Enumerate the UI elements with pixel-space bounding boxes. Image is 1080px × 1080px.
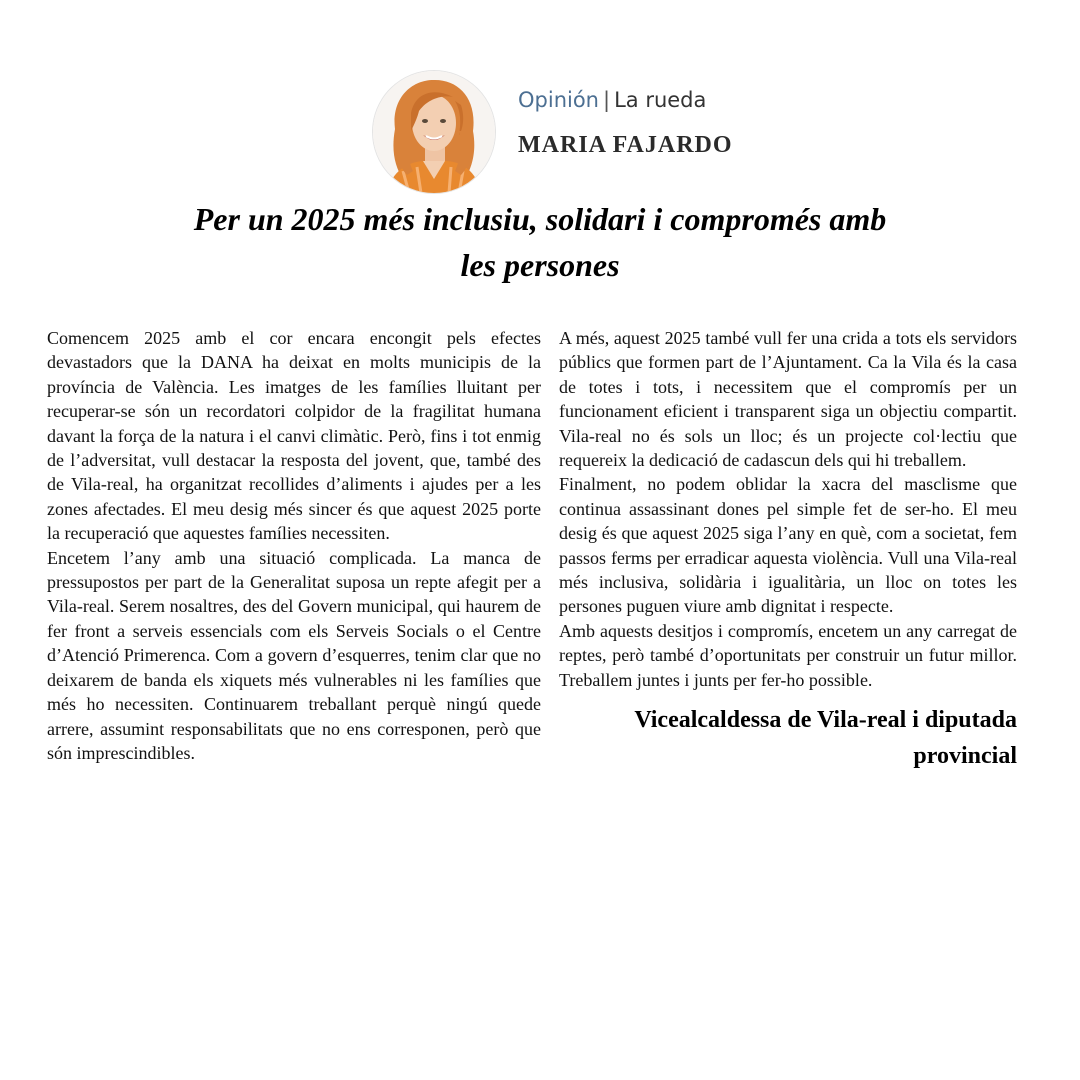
article-column-right <box>559 326 1017 774</box>
column-header <box>372 70 772 195</box>
column-name: La rueda <box>614 88 707 112</box>
author-signature: Vicealcaldessa de Vila-real i diputada provincial <box>634 707 1017 770</box>
article-title: Per un 2025 més inclusiu, solidari i compromés amb les persones <box>193 201 887 283</box>
paragraph: Finalment, no podem oblidar la xacra del masclisme que continua assassinant dones pel simple fet de ser-ho. El meu desig és que aquest 2025 siga l’any en què, com a societat, fem passos ferms per erradicar aquesta violència. Vull una Vila-real més inclusiva, solidària i igualitària, un lloc on totes les persones puguen viure amb dignitat i respecte. <box>559 474 1017 617</box>
article-column-left <box>47 326 541 765</box>
paragraph: A més, aquest 2025 també vull fer una crida a tots els servidors públics que formen part de l’Ajuntament. Ca la Vila és la casa de totes i tots, i necessitem que el compromís per un funcionament eficient i transparent siga un objectiu compartit. Vila-real no és sols un lloc; és un projecte col·lectiu que requereix la dedicació de cadascun dels qui hi treballem. <box>559 328 1017 471</box>
paragraph: Comencem 2025 amb el cor encara encongit pels efectes devastadors que la DANA ha deixat en molts municipis de la província de València. Les imatges de les famílies lluitant per recuperar-se són un recordatori colpidor de la fragilitat humana davant la força de la natura i el canvi climàtic. Però, fins i tot enmig de l’adversitat, vull destacar la resposta del jovent, que, també des de Vila-real, ha organitzat recollides d’aliments i ajudes per a les zones afectades. El meu desig més sincer és que aquest 2025 porte la recuperació que aquestes famílies necessiten. <box>47 328 541 544</box>
author-portrait-image <box>373 71 495 193</box>
paragraph: Amb aquests desitjos i compromís, encetem un any carregat de reptes, però també d’oportunitats per construir un futur millor. Treballem juntes i junts per fer-ho possible. <box>559 620 1017 690</box>
paragraph: Encetem l’any amb una situació complicada. La manca de pressupostos per part de la Generalitat suposa un repte afegit per a Vila-real. Serem nosaltres, des del Govern municipal, qui haurem de fer front a serveis essencials com els Serveis Socials o el Centre d’Atenció Primerenca. Com a govern d’esquerres, tenim clar que no deixarem de banda els xiquets més vulnerables ni les famílies que més ho necessiten. Continuarem treballant perquè ningú quede arrere, assumint responsabilitats que no ens corresponen, però que són imprescindibles. <box>47 547 541 763</box>
author-avatar <box>372 70 496 194</box>
section-separator: | <box>603 88 611 112</box>
section-category: Opinión <box>518 88 599 112</box>
section-label <box>518 88 706 112</box>
author-name: MARIA FAJARDO <box>518 132 733 158</box>
